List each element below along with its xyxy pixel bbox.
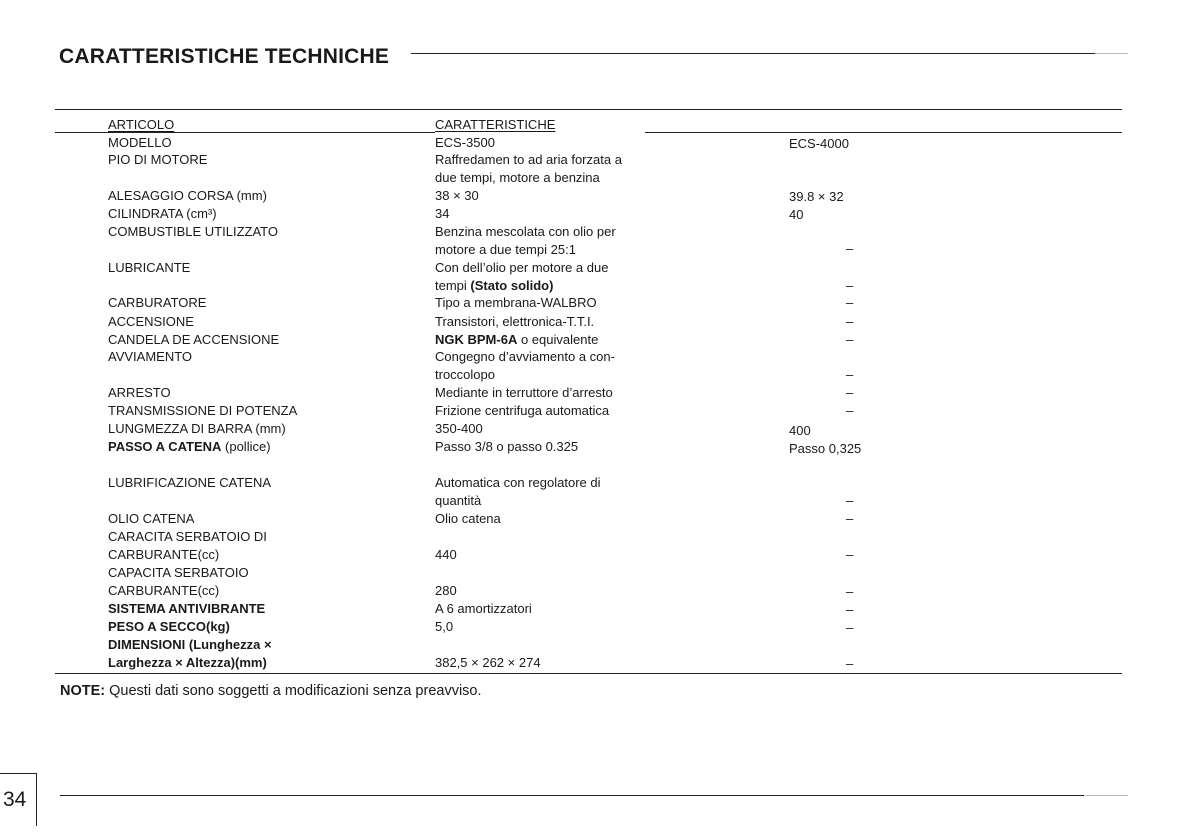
same-value-dash: – — [846, 385, 854, 400]
spec-value: Con dell’olio per motore a due — [435, 260, 609, 275]
spec-label: AVVIAMENTO — [108, 349, 193, 364]
spec-label: COMBUSTIBLE UTILIZZATO — [108, 224, 278, 239]
spec-value: 34 — [435, 206, 450, 221]
spec-value: troccolopo — [435, 367, 495, 382]
same-value-dash: – — [846, 620, 854, 635]
same-value-dash: – — [846, 602, 854, 617]
spec-value: 38 × 30 — [435, 188, 479, 203]
title-rule-tail — [1095, 53, 1128, 54]
same-value-dash: – — [846, 332, 854, 347]
spec-value: quantità — [435, 493, 482, 508]
spec-label: CARBURANTE(cc) — [108, 583, 220, 598]
title-rule — [411, 53, 1117, 54]
spec-value-alt: Passo 0,325 — [789, 441, 862, 456]
spec-value: motore a due tempi 25:1 — [435, 242, 576, 257]
spec-value-alt: 40 — [789, 207, 804, 222]
spec-value: Passo 3/8 o passo 0.325 — [435, 439, 579, 454]
spec-label: CILINDRATA (cm³) — [108, 206, 217, 221]
spec-label: LUBRICANTE — [108, 260, 191, 275]
spec-label: PIO DI MOTORE — [108, 152, 208, 167]
spec-label: Larghezza × Altezza)(mm) — [108, 655, 267, 670]
spec-value-text: o equivalente — [517, 332, 599, 347]
spec-label: TRANSMISSIONE DI POTENZA — [108, 403, 298, 418]
spec-label: CANDELA DE ACCENSIONE — [108, 332, 280, 347]
same-value-dash: – — [846, 584, 854, 599]
same-value-dash: – — [846, 367, 854, 382]
same-value-dash: – — [846, 241, 854, 256]
table-top-rule — [55, 109, 1122, 110]
spec-value-alt: ECS-4000 — [789, 136, 849, 151]
same-value-dash: – — [846, 403, 854, 418]
spec-label: DIMENSIONI (Lunghezza × — [108, 637, 272, 652]
same-value-dash: – — [846, 656, 854, 671]
header-rule-right — [645, 132, 1122, 133]
same-value-dash: – — [846, 314, 854, 329]
spec-value: ECS-3500 — [435, 135, 495, 150]
spec-value — [435, 277, 553, 295]
spec-label: ARRESTO — [108, 385, 171, 400]
spec-value: due tempi, motore a benzina — [435, 170, 600, 185]
spec-value-bold: NGK BPM-6A — [435, 332, 518, 347]
spec-label: PESO A SECCO(kg) — [108, 619, 230, 634]
spec-value: Tipo a membrana-WALBRO — [435, 295, 597, 310]
spec-value: 382,5 × 262 × 274 — [435, 655, 541, 670]
spec-value: Mediante in terruttore d’arresto — [435, 385, 613, 400]
spec-label: CARBURANTE(cc) — [108, 547, 220, 562]
spec-label-bold: PASSO A CATENA — [108, 439, 222, 454]
spec-value: Transistori, elettronica-T.T.I. — [435, 314, 595, 329]
page-number: 34 — [3, 788, 27, 811]
spec-value: 350-400 — [435, 421, 483, 436]
spec-label: CARBURATORE — [108, 295, 207, 310]
spec-label — [108, 438, 271, 456]
header-rule-left — [55, 132, 435, 133]
spec-value-bold: (Stato solido) — [470, 278, 554, 293]
spec-label: LUNGMEZZA DI BARRA (mm) — [108, 421, 286, 436]
same-value-dash: – — [846, 511, 854, 526]
spec-label: ALESAGGIO CORSA (mm) — [108, 188, 267, 203]
spec-value: Automatica con regolatore di — [435, 475, 601, 490]
spec-label: MODELLO — [108, 135, 172, 150]
same-value-dash: – — [846, 493, 854, 508]
spec-label: CARACITA SERBATOIO DI — [108, 529, 267, 544]
header-articolo: ARTICOLO — [108, 117, 175, 132]
table-bottom-rule — [55, 673, 1122, 674]
footer-rule — [60, 795, 1084, 796]
spec-value: 440 — [435, 547, 457, 562]
spec-value: Congegno d’avviamento a con- — [435, 349, 615, 364]
header-caratteristiche: CARATTERISTICHE — [435, 117, 556, 132]
note — [60, 681, 482, 701]
spec-label-text: (pollice) — [221, 439, 271, 454]
page-title: CARATTERISTICHE TECHNICHE — [59, 45, 390, 68]
note-label: NOTE: — [60, 683, 106, 699]
same-value-dash: – — [846, 547, 854, 562]
footer-rule-tail — [1085, 795, 1128, 796]
spec-value: Olio catena — [435, 511, 501, 526]
spec-label: ACCENSIONE — [108, 314, 194, 329]
spec-label: CAPACITA SERBATOIO — [108, 565, 249, 580]
spec-value — [435, 331, 598, 349]
spec-value: Raffredamen to ad aria forzata a — [435, 152, 622, 167]
spec-label: OLIO CATENA — [108, 511, 195, 526]
spec-label: LUBRIFICAZIONE CATENA — [108, 475, 272, 490]
spec-label: SISTEMA ANTIVIBRANTE — [108, 601, 266, 616]
note-text: Questi dati sono soggetti a modificazioni senza preavviso. — [105, 683, 482, 699]
spec-value-text: tempi — [435, 278, 471, 293]
spec-value: 5,0 — [435, 619, 454, 634]
spec-value-alt: 400 — [789, 423, 811, 438]
spec-value: Frizione centrifuga automatica — [435, 403, 610, 418]
spec-value: Benzina mescolata con olio per — [435, 224, 616, 239]
same-value-dash: – — [846, 278, 854, 293]
spec-value: A 6 amortizzatori — [435, 601, 532, 616]
same-value-dash: – — [846, 295, 854, 310]
spec-value-alt: 39.8 × 32 — [789, 189, 844, 204]
spec-value: 280 — [435, 583, 457, 598]
